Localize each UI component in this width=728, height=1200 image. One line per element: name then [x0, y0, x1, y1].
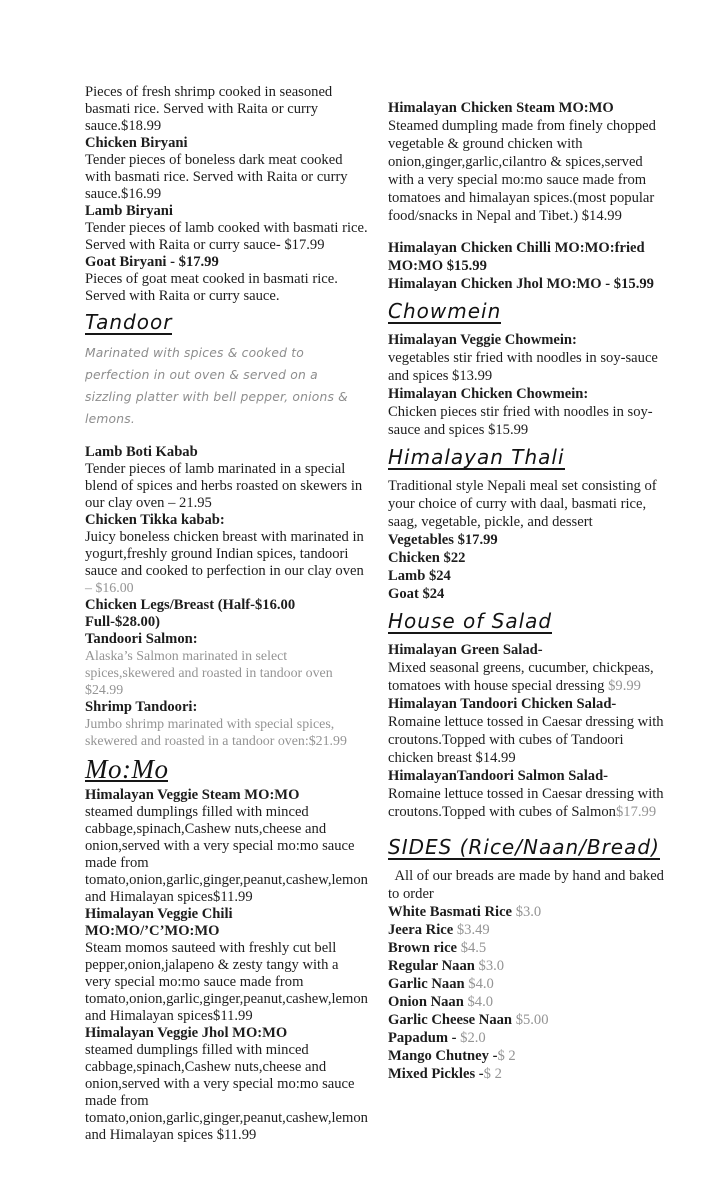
menu-item-name: Garlic Cheese Naan: [388, 1012, 516, 1028]
menu-price: $3.49: [456, 922, 490, 938]
menu-item-name: HimalayanTandoori Salmon Salad-: [388, 768, 609, 784]
menu-item-himalayantandoori-salmon-salad: [388, 767, 670, 785]
menu-text: Tender pieces of boneless dark meat cooked with basmati rice. Served with Raita or curry sauce.$16.99: [85, 152, 348, 202]
menu-desc-steamed-dumplings-filled-with-minced-cabbage-spi: [85, 804, 368, 906]
column-left: [85, 0, 368, 1144]
section-heading-text: Tandoor: [85, 310, 173, 334]
menu-item-name: Brown rice: [388, 940, 461, 956]
menu-price: $3.0: [515, 904, 542, 920]
menu-item-name: Himalayan Chicken Steam MO:MO: [388, 100, 614, 116]
menu-item-himalayan-tandoori-chicken-salad: [388, 695, 670, 713]
menu-text: steamed dumplings filled with minced cabbage,spinach,Cashew nuts,cheese and onion,served with a very special mo:mo sauce made from tomato,onion,garlic,ginger,peanut,cashew,lemon and Himalayan spices $11.99: [85, 1042, 368, 1143]
section-heading-tandoor: [85, 310, 368, 335]
menu-item-name: Himalayan Veggie Chowmein:: [388, 332, 577, 348]
menu-item-name: Garlic Naan: [388, 976, 469, 992]
menu-text: Juicy boneless chicken breast with marinated in yogurt,freshly ground Indian spices, tandoori sauce and cooked to perfection in our clay oven: [85, 529, 364, 579]
menu-item-himalayan-green-salad: [388, 641, 670, 659]
menu-item-name: Shrimp Tandoori:: [85, 699, 198, 715]
menu-item-shrimp-tandoori: [85, 699, 368, 716]
spacer: [85, 430, 368, 444]
menu-item-name: Himalayan Veggie Jhol MO:MO: [85, 1025, 288, 1041]
menu-item-name: Papadum -: [388, 1030, 461, 1046]
menu-price: Alaska’s Salmon marinated in select spices,skewered and roasted in tandoor oven $24.99: [85, 649, 333, 698]
menu-item-white-basmati-rice: [388, 903, 670, 921]
menu-item-lamb-boti-kabab: [85, 444, 368, 461]
menu-price: $4.5: [460, 940, 487, 956]
menu-desc-mixed-seasonal-greens-cucumber-chickpeas-tomatoe: [388, 659, 670, 695]
section-heading-text: Mo:Mo: [85, 754, 169, 784]
menu-item-name: Lamb Biryani: [85, 203, 173, 219]
menu-item-chicken-biryani: [85, 135, 368, 152]
menu-item-himalayan-chicken-chilli-mo-mo-fried-mo-mo-15-99: [388, 239, 670, 275]
menu-item-name: Himalayan Veggie Chili MO:MO/’C’MO:MO: [85, 906, 233, 939]
menu-item-himalayan-veggie-steam-mo-mo: [85, 787, 368, 804]
menu-desc-chicken-pieces-stir-fried-with-noodles-in-soy-sa: [388, 403, 670, 439]
menu-desc-tender-pieces-of-boneless-dark-meat-cooked-with-: [85, 152, 368, 203]
menu-price: Jumbo shrimp marinated with special spices, skewered and roasted in a tandoor oven:$21.99: [85, 717, 347, 749]
menu-text: Romaine lettuce tossed in Caesar dressing with croutons.Topped with cubes of Salmon: [388, 786, 664, 820]
menu-text: Tender pieces of lamb marinated in a special blend of spices and herbs roasted on skewers in our clay oven – 21.95: [85, 461, 363, 511]
spacer: [388, 821, 670, 829]
menu-item-name: Tandoori Salmon:: [85, 631, 198, 647]
menu-item-name: Himalayan Veggie Steam MO:MO: [85, 787, 300, 803]
section-heading-text: House of Salad: [388, 609, 553, 633]
section-heading-text: Chowmein: [388, 299, 502, 323]
menu-item-name: Vegetables $17.99: [388, 532, 498, 548]
menu-item-lamb-24: [388, 567, 670, 585]
menu-item-garlic-naan: [388, 975, 670, 993]
menu-item-lamb-biryani: [85, 203, 368, 220]
menu-item-name: Mango Chutney -: [388, 1048, 498, 1064]
menu-item-name: Himalayan Green Salad-: [388, 642, 543, 658]
menu-item-name: Goat Biryani - $17.99: [85, 254, 219, 270]
section-heading-text: SIDES (Rice/Naan/Bread): [388, 835, 660, 859]
menu-text: Mixed seasonal greens, cucumber, chickpeas, tomatoes with house special dressing: [388, 660, 654, 694]
menu-item-brown-rice: [388, 939, 670, 957]
menu-item-name: Himalayan Chicken Jhol MO:MO - $15.99: [388, 276, 654, 292]
menu-desc-steam-momos-sauteed-with-freshly-cut-bell-pepper: [85, 940, 368, 1025]
menu-text: Pieces of goat meat cooked in basmati rice. Served with Raita or curry sauce.: [85, 271, 338, 304]
menu-item-name: Regular Naan: [388, 958, 479, 974]
menu-text: Tender pieces of lamb cooked with basmati rice. Served with Raita or curry sauce- $17.99: [85, 220, 368, 253]
menu-item-name: Himalayan Tandoori Chicken Salad-: [388, 696, 617, 712]
menu-item-goat-biryani-17-99: [85, 254, 368, 271]
menu-price: $5.00: [515, 1012, 549, 1028]
menu-desc-alaska-s-salmon-marinated-in-select-spices-skewe: [85, 648, 368, 699]
menu-desc-steamed-dumpling-made-from-finely-chopped-vegeta: [388, 117, 670, 225]
menu-item-himalayan-veggie-chili-mo-mo-c-mo-mo: [85, 906, 368, 940]
menu-item-regular-naan: [388, 957, 670, 975]
menu-item-onion-naan: [388, 993, 670, 1011]
menu-text: vegetables stir fried with noodles in soy-sauce and spices $13.99: [388, 350, 658, 384]
menu-item-name: Himalayan Chicken Chowmein:: [388, 386, 589, 402]
menu-item-chicken-22: [388, 549, 670, 567]
menu-item-vegetables-17-99: [388, 531, 670, 549]
menu-item-himalayan-chicken-chowmein: [388, 385, 670, 403]
menu-item-name: Chicken Biryani: [85, 135, 188, 151]
menu-text: Steamed dumpling made from finely chopped vegetable & ground chicken with onion,ginger,garlic,cilantro & spices,served with a very special mo:mo sauce made from tomatoes and himalayan spices.(most popular food/snacks in Nepal and Tibet.) $14.99: [388, 118, 656, 224]
section-heading-chowmein: [388, 299, 670, 324]
menu-item-name: Chicken Legs/Breast (Half-$16.00 Full-$28.00): [85, 597, 296, 630]
menu-price: – $16.00: [85, 581, 134, 596]
menu-text: steamed dumplings filled with minced cabbage,spinach,Cashew nuts,cheese and onion,served with a very special mo:mo sauce made from tomato,onion,garlic,ginger,peanut,cashew,lemon and Himalayan spices$11.99: [85, 804, 368, 905]
menu-item-jeera-rice: [388, 921, 670, 939]
menu-text: Steam momos sauteed with freshly cut bell pepper,onion,jalapeno & zesty tangy with a very special mo:mo sauce made from tomato,onion,garlic,ginger,peanut,cashew,lemon and Himalayan spices$11.99: [85, 940, 368, 1024]
menu-item-name: Chicken $22: [388, 550, 466, 566]
menu-desc-traditional-style-nepali-meal-set-consisting-of-: [388, 477, 670, 531]
menu-price: $4.0: [468, 976, 494, 992]
menu-text: Chicken pieces stir fried with noodles in soy-sauce and spices $15.99: [388, 404, 653, 438]
menu-item-name: Goat $24: [388, 586, 445, 602]
menu-item-chicken-legs-breast-half-16-00-full-28-00: [85, 597, 368, 631]
menu-desc-romaine-lettuce-tossed-in-caesar-dressing-with-c: [388, 785, 670, 821]
section-heading-sides-rice-naan-bread: [388, 835, 670, 860]
menu-item-himalayan-veggie-chowmein: [388, 331, 670, 349]
menu-price: $3.0: [478, 958, 505, 974]
menu-desc-vegetables-stir-fried-with-noodles-in-soy-sauce-: [388, 349, 670, 385]
menu-item-name: Chicken Tikka kabab:: [85, 512, 225, 528]
menu-desc-romaine-lettuce-tossed-in-caesar-dressing-with-c: [388, 713, 670, 767]
section-heading-mo-mo: [85, 754, 368, 784]
menu-text: Romaine lettuce tossed in Caesar dressing with croutons.Topped with cubes of Tandoori chicken breast $14.99: [388, 714, 664, 766]
menu-item-name: Mixed Pickles -: [388, 1066, 484, 1082]
menu-text: Pieces of fresh shrimp cooked in seasoned basmati rice. Served with Raita or curry sauce.$18.99: [85, 84, 333, 134]
menu-item-mixed-pickles: [388, 1065, 670, 1083]
menu-text: All of our breads are made by hand and baked to order: [388, 868, 664, 902]
menu-item-name: Lamb Boti Kabab: [85, 444, 198, 460]
menu-desc-jumbo-shrimp-marinated-with-special-spices-skewe: [85, 716, 368, 750]
menu-desc-pieces-of-goat-meat-cooked-in-basmati-rice-serve: [85, 271, 368, 305]
menu-desc-tender-pieces-of-lamb-cooked-with-basmati-rice-s: [85, 220, 368, 254]
section-heading-text: Himalayan Thali: [388, 445, 565, 469]
section-heading-house-of-salad: [388, 609, 670, 634]
menu-item-name: Onion Naan: [388, 994, 468, 1010]
menu-item-himalayan-veggie-jhol-mo-mo: [85, 1025, 368, 1042]
menu-text: Marinated with spices & cooked to perfection in out oven & served on a sizzling platter with bell pepper, onions & lemons.: [85, 346, 348, 426]
menu-desc-pieces-of-fresh-shrimp-cooked-in-seasoned-basmat: [85, 84, 368, 135]
column-right: [388, 0, 670, 1083]
menu-item-himalayan-chicken-steam-mo-mo: [388, 99, 670, 117]
menu-item-mango-chutney: [388, 1047, 670, 1065]
menu-item-goat-24: [388, 585, 670, 603]
menu-item-himalayan-chicken-jhol-mo-mo-15-99: [388, 275, 670, 293]
menu-price: $4.0: [467, 994, 494, 1010]
menu-item-name: Himalayan Chicken Chilli MO:MO:fried MO:MO $15.99: [388, 240, 645, 274]
menu-item-papadum: [388, 1029, 670, 1047]
menu-desc-juicy-boneless-chicken-breast-with-marinated-in-: [85, 529, 368, 580]
menu-item-name: White Basmati Rice: [388, 904, 516, 920]
menu-price: $ 2: [497, 1048, 516, 1064]
menu-item-name: Jeera Rice: [388, 922, 457, 938]
menu-price: $17.99: [615, 804, 657, 820]
menu-desc-tender-pieces-of-lamb-marinated-in-a-special-ble: [85, 461, 368, 512]
menu-desc-steamed-dumplings-filled-with-minced-cabbage-spi: [85, 1042, 368, 1144]
menu-desc-all-of-our-breads-are-made-by-hand-and-baked-to-: [388, 867, 670, 903]
spacer: [388, 225, 670, 239]
menu-price: $ 2: [483, 1066, 502, 1082]
section-heading-himalayan-thali: [388, 445, 670, 470]
menu-desc-16-00: [85, 580, 368, 597]
menu-text: Traditional style Nepali meal set consisting of your choice of curry with daal, basmati rice, saag, vegetable, pickle, and dessert: [388, 478, 657, 530]
menu-item-garlic-cheese-naan: [388, 1011, 670, 1029]
menu-item-chicken-tikka-kabab: [85, 512, 368, 529]
menu-item-tandoori-salmon: [85, 631, 368, 648]
menu-price: $2.0: [460, 1030, 486, 1046]
section-note-marinated-with-spices-cooked-to-perfection-in-ou: [85, 342, 368, 430]
menu-price: $9.99: [608, 678, 641, 694]
menu-item-name: Lamb $24: [388, 568, 451, 584]
